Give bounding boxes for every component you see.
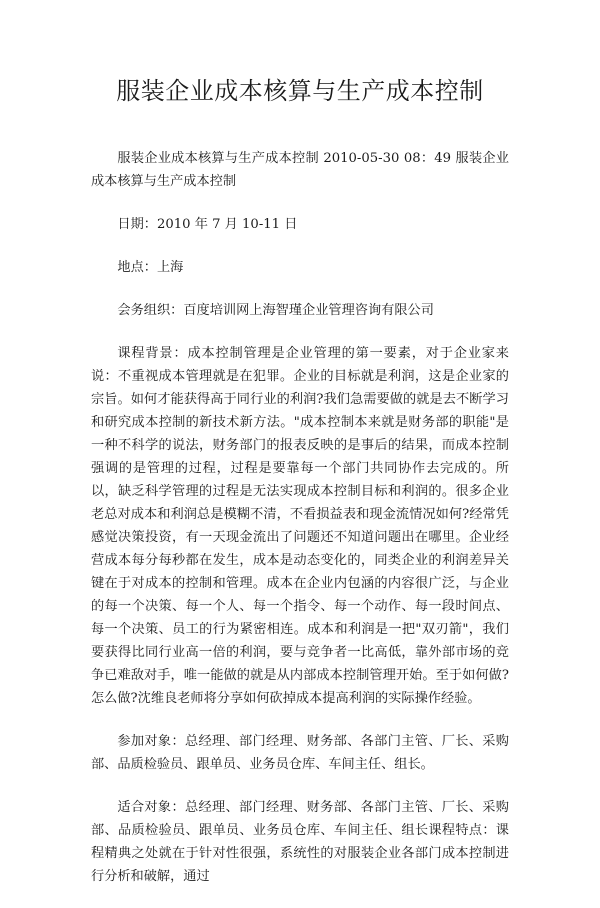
- organizer-paragraph: 会务组织：百度培训网上海智瑾企业管理咨询有限公司: [117, 303, 434, 318]
- suitable-audience-paragraph: 适合对象：总经理、部门经理、财务部、各部门主管、厂长、采购部、品质检验员、跟单员、业务员仓库、车间主任、组长课程特点：课程精典之处就在于针对性很强，系统性的对服装企业各部门成本控制进行分析和破解，通过: [91, 800, 509, 884]
- course-background-paragraph: 课程背景：成本控制管理是企业管理的第一要素，对于企业家来说：不重视成本管理就是在犯罪。企业的目标就是利润，这是企业家的宗旨。如何才能获得高于同行业的利润?我们急需要做的就是去不断学习和研究成本控制的新技术新方法。"成本控制本来就是财务部的职能"是一种不科学的说法，财务部门的报表反映的是事后的结果，而成本控制强调的是管理的过程，过程是要靠每一个部门共同协作去完成的。所以，缺乏科学管理的过程是无法实现成本控制目标和利润的。很多企业老总对成本和利润总是模糊不清，不看损益表和现金流情况如何?经常凭感觉决策投资，有一天现金流出了问题还不知道问题出在哪里。企业经营成本每分每秒都在发生，成本是动态变化的，同类企业的利润差异关键在于对成本的控制和管理。成本在企业内包涵的内容很广泛，与企业的每一个决策、每一个人、每一个指令、每一个动作、每一段时间点、每一个决策、员工的行为紧密相连。成本和利润是一把"双刃箭"，我们要获得比同行业高一倍的利润，要与竞争者一比高低，靠外部市场的竞争已难敌对手，唯一能做的就是从内部成本控制管理开始。至于如何做?怎么做?沈维良老师将分享如何砍掉成本提高利润的实际操作经验。: [91, 346, 509, 706]
- document-body: [91, 147, 509, 908]
- participants-paragraph: 参加对象：总经理、部门经理、财务部、各部门主管、厂长、采购部、品质检验员、跟单员、业务员仓库、车间主任、组长。: [91, 734, 509, 772]
- header-line-paragraph: 服装企业成本核算与生产成本控制 2010-05-30 08：49 服装企业成本核算与生产成本控制: [91, 151, 509, 189]
- page-title: 服装企业成本核算与生产成本控制: [116, 77, 484, 105]
- date-paragraph: 日期：2010 年 7 月 10-11 日: [117, 217, 298, 232]
- location-paragraph: 地点：上海: [117, 260, 184, 275]
